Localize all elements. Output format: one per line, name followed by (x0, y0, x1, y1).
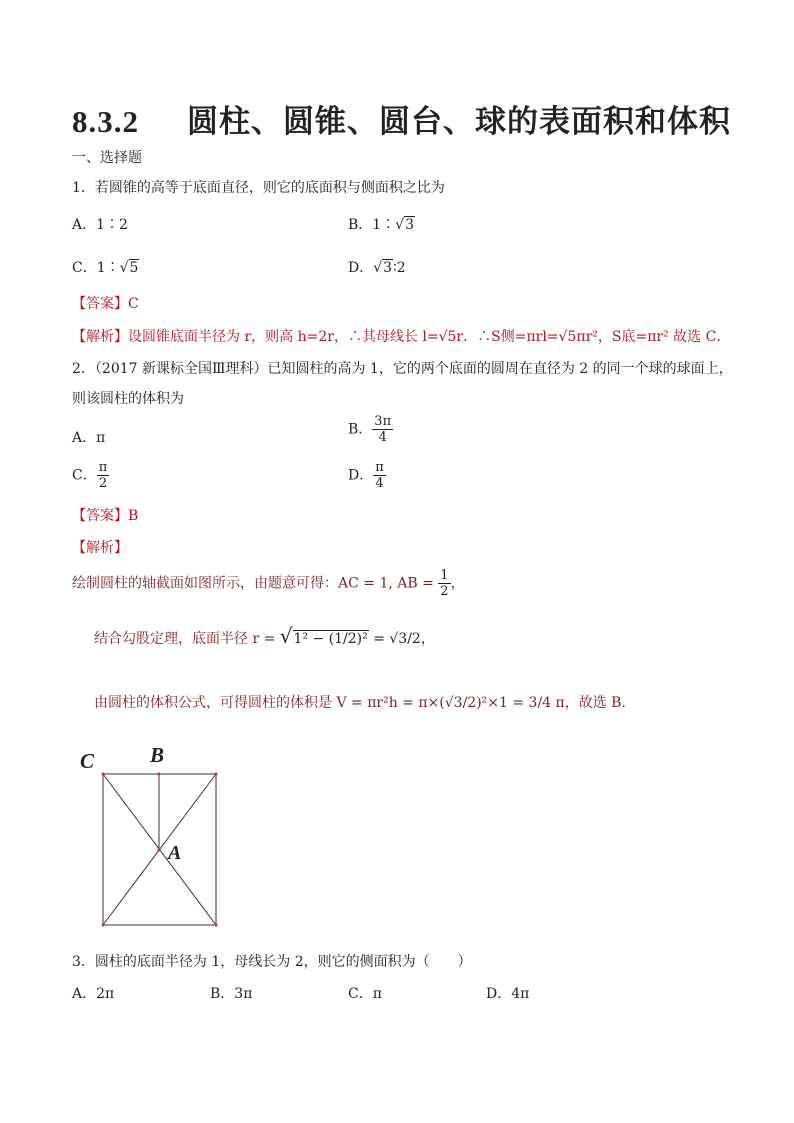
q2-answer: 【答案】B (72, 508, 139, 524)
q2-analysis-line1: 绘制圆柱的轴截面如图所示，由题意可得：AC = 1, AB = $\frac{1}{2}$ ， (72, 568, 465, 599)
label-b: B (150, 743, 165, 767)
vertex-tr-point (215, 773, 218, 776)
vertex-b-point (158, 773, 161, 776)
q1-answer: 【答案】C (72, 296, 139, 312)
q1-option-c: C．1∶√5 (72, 260, 139, 276)
cylinder-axial-section-figure (76, 740, 236, 930)
q3-option-d: D．4π (486, 986, 530, 1002)
vertex-bl-point (102, 924, 105, 927)
vertex-br-point (215, 924, 218, 927)
section-number: 8.3.2 (72, 104, 139, 139)
label-a: A (168, 842, 182, 864)
label-c: C (80, 749, 95, 773)
vertex-c-point (102, 773, 105, 776)
q2-analysis-label: 【解析】 (72, 540, 128, 556)
center-a-point (158, 849, 161, 852)
q2-stem-line2: 则该圆柱的体积为 (72, 391, 184, 407)
q1-analysis: 【解析】设圆锥底面半径为 r，则高 h=2r，∴其母线长 l=√5r．∴S侧=πrl=√5πr²，S底=πr² 故选 C． (72, 329, 731, 345)
q2-option-d: D． $\frac{\pi}{4}$ (348, 460, 384, 491)
q1-option-b: B．1∶√3 (348, 217, 415, 233)
q3-option-a: A．2π (72, 986, 115, 1002)
q3-option-b: B．3π (210, 986, 253, 1002)
q2-analysis-line2: 结合勾股定理，底面半径 r = √1² − (1/2)² = √3/2， (94, 624, 435, 648)
section-heading: 一、选择题 (72, 150, 142, 166)
q1-option-d: D．√3∶2 (348, 260, 406, 276)
title-text: 圆柱、圆锥、圆台、球的表面积和体积 (187, 104, 731, 140)
q2-option-c: C． $\frac{\pi}{2}$ (72, 460, 108, 491)
q1-stem: 1．若圆锥的高等于底面直径，则它的底面积与侧面积之比为 (72, 180, 445, 196)
page-title (72, 96, 731, 141)
q3-stem: 3．圆柱的底面半径为 1，母线长为 2，则它的侧面积为（ ） (72, 954, 472, 970)
q2-option-a: A．π (72, 430, 106, 446)
q2-analysis-line3: 由圆柱的体积公式，可得圆柱的体积是 V = πr²h = π×(√3/2)²×1 = 3/4 π，故选 B. (94, 695, 626, 711)
q3-option-c: C．π (348, 986, 382, 1002)
q2-stem-line1: 2．（2017 新课标全国Ⅲ理科）已知圆柱的高为 1，它的两个底面的圆周在直径为 2 的同一个球的球面上， (72, 361, 733, 377)
q2-option-b: B． $\frac{3\pi}{4}$ (348, 414, 392, 445)
q1-option-a: A．1∶2 (72, 217, 128, 233)
